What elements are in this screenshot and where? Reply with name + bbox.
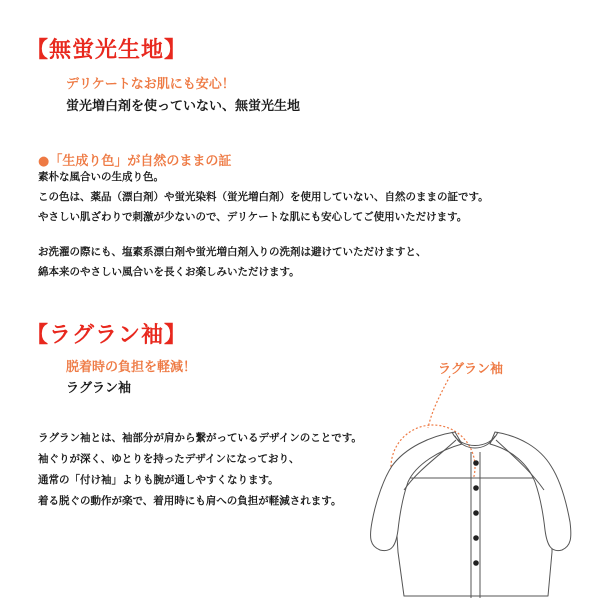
no-fluorescent-tagline: デリケートなお肌にも安心！ xyxy=(66,77,235,92)
description-line: 袖ぐりが深く、ゆとりを持ったデザインになっており、 xyxy=(38,453,300,465)
description-line: ラグラン袖とは、袖部分が肩から繋がっているデザインのことです。 xyxy=(38,432,362,444)
description-line: 綿本来のやさしい風合いを長くお楽しみいただけます。 xyxy=(38,266,300,278)
section-heading-raglan: 【ラグラン袖】 xyxy=(26,323,188,348)
description-line: 着る脱ぐの動作が楽で、着用時にも肩への負担が軽減されます。 xyxy=(38,495,342,507)
raglan-tagline: 脱着時の負担を軽減！ xyxy=(66,360,197,375)
shirt-button xyxy=(473,485,479,491)
raglan-subtitle: ラグラン袖 xyxy=(66,381,132,396)
raglan-callout-label: ラグラン袖 xyxy=(438,362,504,377)
shirt-button xyxy=(473,510,479,516)
callout-leader-line xyxy=(428,376,450,428)
no-fluorescent-subtitle: 蛍光増白剤を使っていない、無蛍光生地 xyxy=(66,99,301,114)
description-line: お洗濯の際にも、塩素系漂白剤や蛍光増白剤入りの洗剤は避けていただけますと、 xyxy=(38,246,427,258)
description-line: この色は、薬品（漂白剤）や蛍光染料（蛍光増白剤）を使用していない、自然のままの証です。 xyxy=(38,191,489,203)
shirt-button xyxy=(473,460,479,466)
shirt-button xyxy=(473,535,479,541)
description-line: 通常の「付け袖」よりも腕が通しやすくなります。 xyxy=(38,474,279,486)
description-line: 素朴な風合いの生成り色。 xyxy=(38,171,164,183)
section-heading-no-fluorescent: 【無蛍光生地】 xyxy=(26,38,188,63)
natural-color-heading: ●「生成り色」が自然のままの証 xyxy=(38,154,232,169)
shirt-button xyxy=(473,560,479,566)
description-line: やさしい肌ざわりで刺激が少ないので、デリケートな肌にも安心してご使用いただけます。 xyxy=(38,211,468,223)
